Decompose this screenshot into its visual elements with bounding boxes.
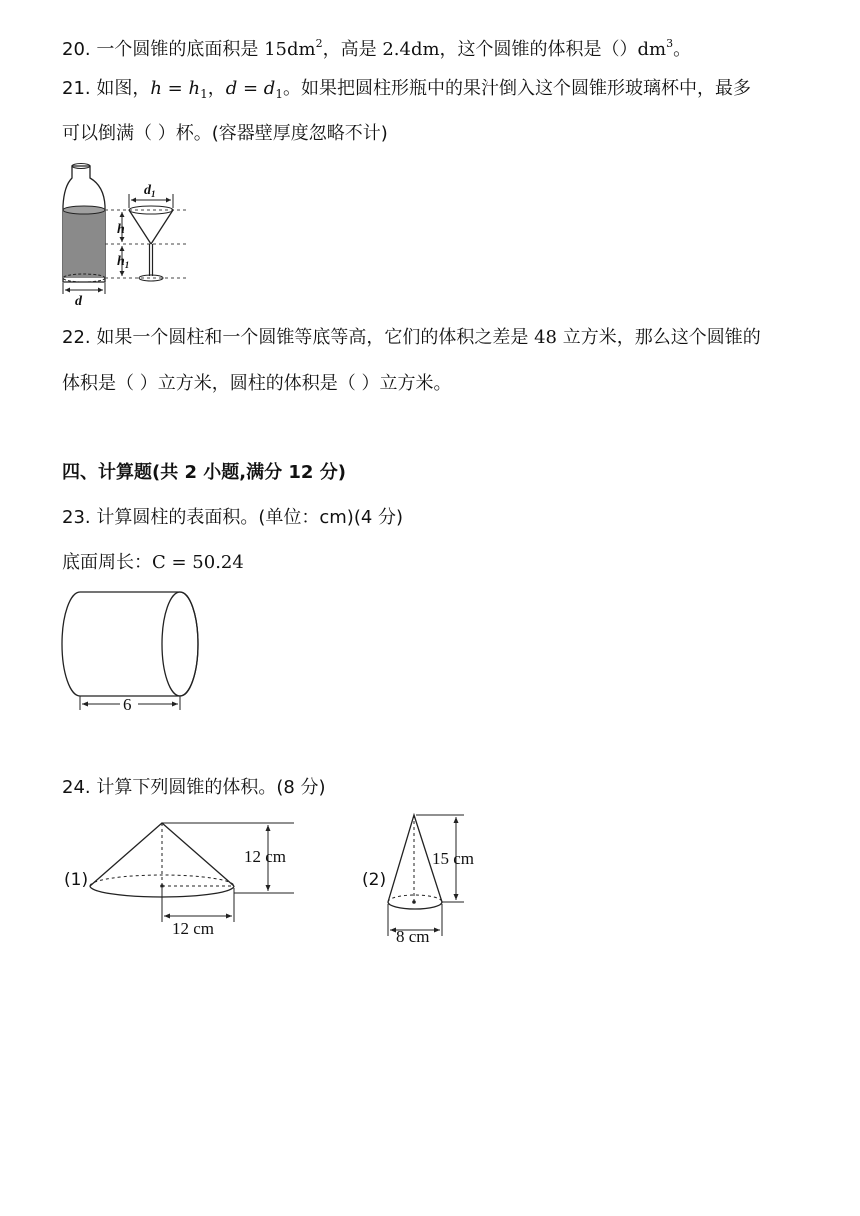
fig-label-h: h (117, 222, 125, 237)
q21-line1-rest: 。如果把圆柱形瓶中的果汁倒入这个圆锥形玻璃杯中，最多 (282, 78, 751, 99)
fig-label-d1: d (144, 183, 151, 198)
cone-1-tag: (1) (64, 870, 89, 890)
q20-prefix: 20. 一个圆锥的底面积是 (62, 39, 265, 60)
question-21-line-1 (62, 77, 751, 106)
q21-comma: ， (207, 78, 226, 99)
question-21-line-2 (62, 122, 388, 146)
section-4-heading: 四、计算题(共 2 小题,满分 12 分) (62, 462, 346, 483)
q20-unit: dm (637, 39, 667, 60)
q22-line2: 体积是（ ）立方米，圆柱的体积是（ ）立方米。 (62, 373, 452, 394)
q22-line1-b: 立方米，那么这个圆锥的 (556, 327, 761, 348)
q23-circ-label: 底面周长： (62, 552, 152, 573)
q20-mid: ，高是 (322, 39, 383, 60)
question-23-title: 23. 计算圆柱的表面积。(单位：cm)(4 分) (62, 507, 404, 528)
fig-label-h1: h (117, 254, 125, 269)
question-24-title: 24. 计算下列圆锥的体积。(8 分) (62, 777, 326, 798)
q21-d1: d (263, 78, 276, 99)
q21-d: d (225, 78, 238, 99)
q20-height: 2.4dm (382, 39, 440, 60)
cone-2-figure (386, 812, 496, 947)
q21-d1-sub: 1 (275, 87, 283, 101)
q21-eq2: = (237, 78, 264, 99)
q22-diff: 48 (534, 327, 557, 348)
question-22-line-2 (62, 372, 451, 396)
q21-h: h (150, 78, 162, 99)
q21-h1: h (188, 78, 201, 99)
fig-label-d: d (75, 294, 82, 309)
q21-prefix: 21. 如图， (62, 78, 151, 99)
question-20 (62, 32, 691, 62)
fig-label-d1-sub: 1 (151, 189, 156, 199)
cone-2-base-label: 8 cm (396, 927, 430, 946)
q23-circ-value: C = 50.24 (152, 552, 244, 573)
cylinder-figure (58, 588, 208, 718)
question-22-line-1 (62, 326, 761, 350)
question-23-circumference (62, 551, 244, 575)
cone-1-base-label: 12 cm (172, 919, 215, 938)
q21-eq1: = (161, 78, 189, 99)
q21-h1-sub: 1 (200, 87, 208, 101)
q20-area-value: 15dm (264, 39, 316, 60)
svg-text:h1 (117, 254, 129, 270)
q20-suffix: ，这个圆锥的体积是（） (439, 39, 638, 60)
cone-1-figure (88, 818, 308, 943)
q20-area-exponent: 2 (315, 37, 323, 50)
bottle-and-goblet-figure (58, 160, 198, 310)
q20-end: 。 (673, 39, 692, 60)
cone-2-tag: (2) (362, 870, 387, 890)
cylinder-length-label: 6 (123, 695, 132, 714)
svg-text:d1 (144, 183, 156, 199)
q22-line1-a: 22. 如果一个圆柱和一个圆锥等底等高，它们的体积之差是 (62, 327, 535, 348)
fig-label-h1-sub: 1 (124, 260, 130, 270)
cone-1-height-label: 12 cm (244, 847, 287, 866)
q20-unit-exponent: 3 (666, 37, 674, 50)
q21-line2: 可以倒满（ ）杯。(容器壁厚度忽略不计) (62, 123, 388, 144)
cone-2-height-label: 15 cm (432, 849, 475, 868)
